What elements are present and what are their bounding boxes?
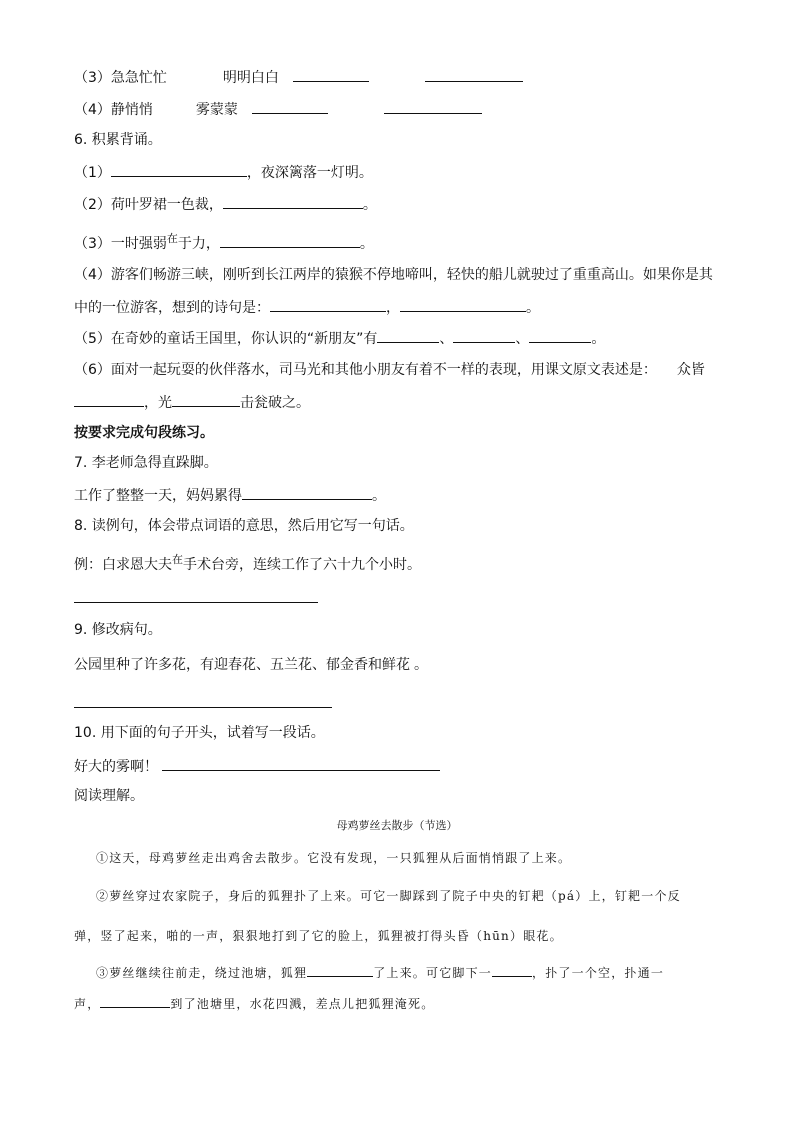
punctuation: 。	[414, 657, 428, 673]
punctuation: 。	[362, 197, 377, 213]
answer-blank[interactable]	[307, 964, 373, 977]
item-number: （2）	[74, 197, 111, 213]
q9-title: 9. 修改病句。	[74, 622, 162, 638]
punctuation: 。	[591, 331, 606, 347]
answer-blank[interactable]	[400, 297, 526, 312]
passage-text: 了上来。可它脚下一	[373, 966, 493, 980]
prompt-text: （5）在奇妙的童话王国里，你认识的“新朋友”有	[74, 331, 378, 347]
passage-paragraph-1: ①这天，母鸡萝丝走出鸡舍去散步。它没有发现，一只狐狸从后面悄悄跟了上来。	[96, 851, 572, 865]
q5-line-3	[74, 67, 523, 88]
answer-line[interactable]	[74, 602, 318, 603]
q6-line-5	[74, 328, 605, 349]
marked-char: 在	[166, 232, 178, 245]
q6-line-6a	[74, 360, 705, 380]
q6-line-6b	[74, 392, 310, 413]
q6-title: 6. 积累背诵。	[74, 132, 162, 148]
punctuation: 、	[439, 331, 454, 347]
poem-text: 于力，	[177, 236, 220, 252]
q5-line-4	[74, 99, 482, 120]
punctuation: ，	[386, 300, 400, 316]
word-2: 雾蒙蒙	[195, 102, 238, 118]
q9-sentence	[74, 655, 428, 675]
answer-blank[interactable]	[293, 67, 369, 82]
passage-paragraph-3b	[74, 994, 434, 1014]
prompt-text: 工作了整整一天，妈妈累得	[74, 488, 242, 504]
prompt-text: ，光	[144, 395, 172, 411]
answer-line[interactable]	[74, 707, 332, 708]
passage-text: 到了池塘里，水花四溅，差点儿把狐狸淹死。	[170, 997, 435, 1011]
passage-text: 声，	[74, 997, 101, 1011]
answer-blank[interactable]	[223, 194, 363, 209]
punctuation: 。	[526, 300, 540, 316]
punctuation: 。	[372, 488, 386, 504]
q6-line-1	[74, 162, 373, 183]
answer-blank[interactable]	[270, 297, 386, 312]
q6-line-4a: （4）游客们畅游三峡，刚听到长江两岸的猿猴不停地啼叫，轻快的船儿就驶过了重重高山。如果你是其	[74, 267, 713, 283]
q6-line-3	[74, 233, 374, 255]
word-2: 明明白白	[222, 70, 279, 86]
answer-blank[interactable]	[492, 964, 532, 977]
answer-blank[interactable]	[111, 162, 247, 177]
marked-char: 在	[172, 553, 183, 566]
answer-blank[interactable]	[220, 233, 360, 248]
answer-blank[interactable]	[377, 328, 439, 343]
passage-paragraph-3a	[96, 963, 664, 983]
example-text: 手术台旁，连续工作了六十九个小时。	[183, 557, 421, 573]
q6-line-2	[74, 194, 377, 215]
q8-title: 8. 读例句，体会带点词语的意思，然后用它写一句话。	[74, 518, 414, 534]
word-1: 静悄悄	[110, 102, 153, 118]
passage-paragraph-2b: 弹，竖了起来，啪的一声，狠狠地打到了它的脸上，狐狸被打得头昏（hūn）眼花。	[74, 929, 563, 943]
item-number: （1）	[74, 165, 111, 181]
q8-example	[74, 555, 421, 576]
q6-line-4b	[74, 297, 540, 318]
prompt-text: （6）面对一起玩耍的伙伴落水，司马光和其他小朋友有着不一样的表现，用课文原文表述是：	[74, 362, 657, 378]
answer-blank[interactable]	[252, 99, 328, 114]
poem-text: 一时强弱	[110, 236, 167, 252]
passage-title: 母鸡萝丝去散步（节选）	[336, 819, 458, 832]
q10-line	[74, 756, 440, 777]
reading-label: 阅读理解。	[74, 788, 144, 804]
q7-title: 7. 李老师急得直跺脚。	[74, 455, 218, 471]
q10-title: 10. 用下面的句子开头，试着写一段话。	[74, 725, 325, 741]
q7-line	[74, 485, 386, 506]
item-number: （4）	[74, 102, 111, 118]
answer-blank[interactable]	[453, 328, 515, 343]
item-number: （3）	[74, 70, 111, 86]
answer-blank[interactable]	[529, 328, 591, 343]
answer-blank[interactable]	[100, 995, 170, 1008]
prompt-text: 众皆	[676, 362, 705, 378]
prompt-text: 中的一位游客，想到的诗句是：	[74, 300, 270, 316]
passage-text: ，扑了一个空，扑通一	[532, 966, 665, 980]
prompt-text: 好大的雾啊！	[74, 759, 158, 775]
answer-blank[interactable]	[162, 756, 440, 771]
example-text: 例：白求恩大夫	[74, 557, 172, 573]
answer-blank[interactable]	[425, 67, 523, 82]
punctuation: 。	[359, 236, 374, 252]
passage-text: ③萝丝继续往前走，绕过池塘，狐狸	[96, 966, 308, 980]
sick-sentence: 公园里种了许多花，有迎春花、五兰花、郁金香和鲜花	[74, 657, 410, 673]
answer-blank[interactable]	[384, 99, 482, 114]
item-number: （3）	[74, 236, 111, 252]
passage-paragraph-2a: ②萝丝穿过农家院子，身后的狐狸扑了上来。可它一脚踩到了院子中央的钉耙（pá）上，钉耙一个反	[96, 889, 681, 903]
poem-text: 荷叶罗裙一色裁，	[110, 197, 223, 213]
poem-text: ，夜深篱落一灯明。	[246, 165, 373, 181]
prompt-text: 击瓮破之。	[240, 395, 310, 411]
section-title: 按要求完成句段练习。	[74, 425, 214, 441]
punctuation: 、	[515, 331, 530, 347]
answer-blank[interactable]	[242, 485, 372, 500]
word-1: 急急忙忙	[110, 70, 167, 86]
answer-blank[interactable]	[172, 392, 240, 407]
answer-blank[interactable]	[74, 392, 144, 407]
